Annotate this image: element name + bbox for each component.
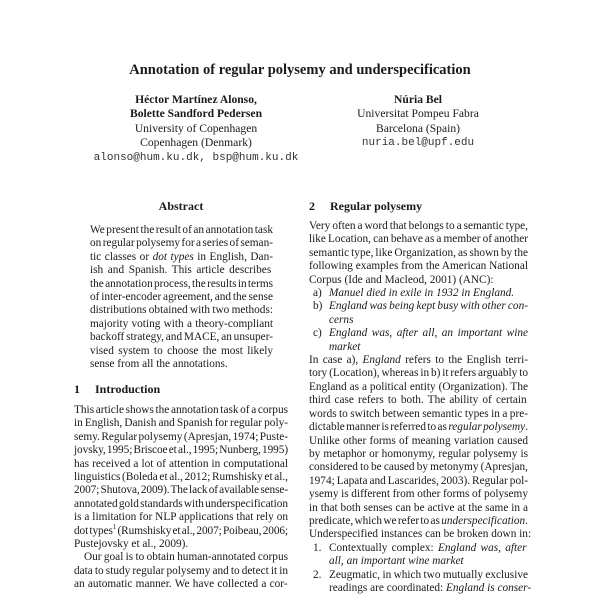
footnote-marker: is a limitation for NLP applications that rely on <box>74 511 288 524</box>
footnote-marker: 2007; Shutova, 2009). The lack of available sense- <box>74 484 288 497</box>
list-label: b) <box>313 300 323 313</box>
text-run: cerns <box>329 313 354 326</box>
footnote-marker: following examples from the American National <box>309 260 528 273</box>
footnote-marker: linguistics (Boleda et al., 2012; Rumshisky et al., <box>74 471 288 484</box>
footnote-marker: England as a political entity (Organization). The <box>309 380 528 393</box>
footnote-marker: backoff strategy, and MACE, an unsuper- <box>90 331 273 344</box>
text-line <box>309 220 528 233</box>
text-run: England was, after all, an important wine <box>329 327 528 340</box>
text-line <box>74 498 288 511</box>
text-line <box>309 367 528 380</box>
text-line <box>329 569 528 582</box>
text-line <box>309 488 528 501</box>
footnote-marker: Zeugmatic, in which two mutually exclusive <box>329 568 528 581</box>
author-name: Bolette Sandford Pedersen <box>129 107 263 121</box>
footnote-marker: semantic type, like Organization, as shown by the <box>309 246 528 259</box>
footnote-marker: Unlike other forms of meaning variation caused <box>309 434 528 447</box>
footnote-marker: semy. Regular polysemy (Apresjan, 1974; Puste- <box>74 430 288 443</box>
list-label: c) <box>313 327 322 340</box>
footnote-marker: in that both senses can be active at the same in a <box>309 501 528 514</box>
footnote-marker: ish and Spanish. This article describes <box>90 264 272 277</box>
abstract-text <box>90 224 273 371</box>
footnote-marker: in English, Danish and Spanish for regular poly- <box>74 417 288 430</box>
text-line <box>309 515 528 528</box>
authors-right <box>324 93 512 151</box>
text-line <box>74 458 288 471</box>
footnote-marker: of inter-encoder agreement, and the sense <box>90 291 273 304</box>
footnote-marker: words to switch between semantic types in a pre- <box>309 407 528 420</box>
text-line <box>90 345 273 358</box>
footnote-marker: Corpus (Ide and Macleod, 2001) (ANC): <box>309 273 494 286</box>
footnote-marker: . <box>525 514 528 527</box>
text-run: England is conser- <box>446 581 532 594</box>
text-line <box>309 421 528 434</box>
text-line <box>90 237 273 250</box>
text-line <box>329 327 528 340</box>
section-number: 1 <box>74 382 80 396</box>
text-line <box>309 394 528 407</box>
text-line <box>74 444 288 457</box>
section2-text <box>309 220 532 595</box>
footnote-marker: the annotation process, the results in terms <box>90 277 273 290</box>
text-line <box>329 341 528 354</box>
text-line <box>309 233 528 246</box>
affiliation: University of Copenhagen <box>134 121 258 135</box>
text-line <box>90 251 273 264</box>
text-line <box>74 484 288 497</box>
footnote-marker: predicate, which we refer to as <box>309 514 442 527</box>
footnote-marker: on regular polysemy for a series of seman- <box>90 237 273 250</box>
text-line <box>90 304 273 317</box>
text-line <box>90 358 273 371</box>
list-label: 2. <box>313 568 322 581</box>
footnote-marker: in English, Dan- <box>193 250 273 263</box>
section-title: Introduction <box>95 382 161 396</box>
footnote-marker: ysemy is different from other forms of polysemy <box>309 488 528 501</box>
text-line <box>309 381 528 394</box>
text-line <box>74 538 288 551</box>
list-item <box>309 287 528 300</box>
text-line <box>90 224 273 237</box>
text-run: England was being kept busy with other con- <box>329 300 528 313</box>
footnote-marker: jovsky, 1995; Briscoe et al., 1995; Nunberg, 1995) <box>74 444 288 457</box>
text-line <box>90 291 273 304</box>
location: Barcelona (Spain) <box>375 121 461 135</box>
text-run: all, an important wine market <box>329 555 464 568</box>
text-line <box>329 314 528 327</box>
footnote-marker: annotated gold standards with underspecification <box>74 497 288 510</box>
text-line <box>74 578 288 591</box>
list-item <box>309 300 528 327</box>
author-name: Héctor Martínez Alonso, <box>135 93 257 106</box>
footnote-marker: data to study regular polysemy and to detect it in <box>74 564 288 577</box>
footnote-marker: Very often a word that belongs to a semantic type, <box>309 220 529 232</box>
footnote-marker: majority voting with a theory-compliant <box>90 317 273 330</box>
location: Copenhagen (Denmark) <box>140 136 252 150</box>
footnote-marker: 1 <box>112 522 117 531</box>
list-item <box>309 568 532 596</box>
abstract-heading: Abstract <box>158 199 204 213</box>
text-line <box>90 318 273 331</box>
text-line <box>74 404 288 417</box>
text-line <box>90 331 273 344</box>
footnote-marker: (Rumshisky et al., 2007; Poibeau, 2006; <box>116 524 289 537</box>
footnote-marker: readings are coordinated: <box>329 581 446 594</box>
text-line <box>309 274 528 287</box>
footnote-marker: an automatic manner. We have collected a cor- <box>74 578 288 591</box>
footnote-marker: We present the result of an annotation task <box>90 224 273 236</box>
text-line <box>309 247 528 260</box>
footnote-marker: distributions obtained with two methods: <box>90 304 273 317</box>
footnote-marker: Pustejovsky et al., 2009). <box>74 538 189 551</box>
footnote-marker: considered to be caused by metonymy (Apresjan, <box>309 461 528 474</box>
section-title: Regular polysemy <box>330 199 423 213</box>
text-run: Manuel died in exile in 1932 in England. <box>329 287 515 300</box>
affiliation: Universitat Pompeu Fabra <box>357 107 479 121</box>
footnote-marker: In case a), <box>309 354 363 367</box>
text-line <box>309 435 528 448</box>
list-item <box>309 327 528 354</box>
footnote-marker: like Location, can behave as a member of another <box>309 233 528 246</box>
text-run: England was, after <box>437 541 527 554</box>
footnote-marker: Contextually complex: <box>329 541 438 554</box>
text-line <box>309 502 528 515</box>
text-line <box>329 581 532 595</box>
footnote-marker: Underspecified instances can be broken down in: <box>309 528 532 541</box>
footnote-marker: dot types <box>74 524 113 537</box>
text-line <box>74 565 288 578</box>
footnote-marker: sense from all the annotations. <box>90 358 228 371</box>
text-line <box>74 522 289 538</box>
footnote-marker: Our goal is to obtain human-annotated corpus <box>84 551 288 564</box>
text-line <box>74 511 288 524</box>
text-line <box>309 461 528 474</box>
text-line <box>309 528 532 541</box>
footnote-marker: This article shows the annotation task of a corpus <box>74 404 288 416</box>
text-run: market <box>329 340 361 353</box>
footnote-marker: by metaphor or homonymy, regular polysemy is <box>309 447 528 460</box>
text-line <box>309 354 528 367</box>
text-line <box>309 408 528 421</box>
footnote-marker: dictable manner is referred to as <box>309 421 449 434</box>
text-line <box>329 542 528 555</box>
text-line <box>74 431 288 444</box>
text-line <box>90 278 273 291</box>
email: nuria.bel@upf.edu <box>361 137 475 150</box>
authors-left <box>72 93 320 165</box>
text-run: underspecification <box>441 514 526 527</box>
footnote-marker: third case refers to both. The ability of certain <box>309 394 527 407</box>
text-line <box>74 551 288 564</box>
text-line <box>329 555 528 568</box>
text-run: regular polysemy <box>448 421 526 434</box>
text-line <box>329 300 528 313</box>
text-line <box>329 287 528 300</box>
footnote-marker: has received a lot of attention in computational <box>74 457 288 470</box>
text-line <box>90 264 273 277</box>
footnote-marker: 1974; Lapata and Lascarides, 2003). Regular pol- <box>309 474 528 487</box>
list-label: 1. <box>313 541 322 554</box>
footnote-marker: . <box>525 421 529 434</box>
list-label: a) <box>313 287 322 300</box>
text-line <box>309 448 528 461</box>
footnote-marker: tic classes or <box>90 250 153 263</box>
text-line <box>74 417 288 430</box>
intro-heading <box>74 382 160 397</box>
section2-heading <box>309 199 422 214</box>
author-name: Núria Bel <box>394 93 442 106</box>
paper-title: Annotation of regular polysemy and underspecification <box>129 62 471 78</box>
text-run: England <box>362 354 401 367</box>
text-line <box>309 260 528 273</box>
text-line <box>74 471 288 484</box>
list-item <box>309 542 528 569</box>
footnote-marker: vised system to choose the most likely <box>90 344 273 357</box>
section-number: 2 <box>309 199 315 213</box>
footnote-marker: refers to the English terri- <box>400 354 528 367</box>
text-line <box>309 475 528 488</box>
email: alonso@hum.ku.dk, bsp@hum.ku.dk <box>93 151 299 164</box>
intro-text <box>74 404 288 592</box>
text-run: dot types <box>152 250 194 263</box>
footnote-marker: tory (Location), whereas in b) it refers arguably to <box>309 367 528 380</box>
